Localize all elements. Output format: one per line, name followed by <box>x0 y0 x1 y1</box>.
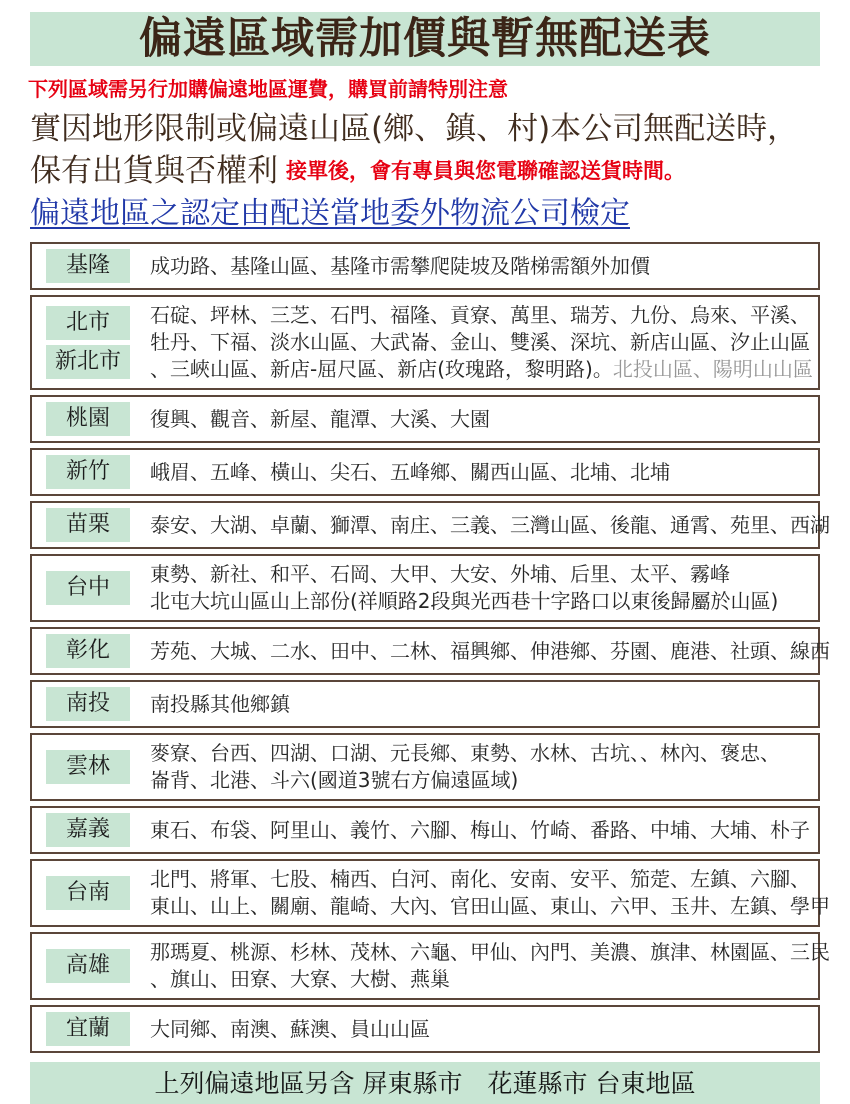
region-label: 台南 <box>46 876 130 910</box>
row-label-group <box>46 687 130 721</box>
region-label: 高雄 <box>46 949 130 983</box>
row-label-group <box>46 634 130 668</box>
table-row <box>30 932 830 1000</box>
row-content <box>150 406 810 433</box>
red-warning-line: 下列區域需另行加購偏遠地區運費，購買前請特別注意 <box>28 77 508 101</box>
row-content <box>150 866 830 920</box>
row-text: 北屯大坑山區山上部份(祥順路2段與光西巷十字路口以東後歸屬於山區) <box>150 589 779 613</box>
table-row <box>30 733 820 801</box>
row-text: 南投縣其他鄉鎮 <box>150 691 290 716</box>
row-line <box>150 638 830 665</box>
row-text: 峨眉、五峰、橫山、尖石、五峰鄉、關西山區、北埔、北埔 <box>150 459 670 484</box>
row-content <box>150 459 810 486</box>
table-row <box>30 554 820 622</box>
table-row <box>30 859 830 927</box>
region-label: 桃園 <box>46 402 130 436</box>
row-label-group <box>46 876 130 910</box>
row-label-group <box>46 949 130 983</box>
footer-text: 上列偏遠地區另含 屏東縣市 花蓮縣市 台東地區 <box>154 1068 696 1098</box>
row-line <box>150 740 810 767</box>
main-notice-line2 <box>30 150 850 192</box>
row-line <box>150 588 810 615</box>
row-text: 芳苑、大城、二水、田中、二林、福興鄉、伸港鄉、芬園、鹿港、社頭、線西 <box>150 638 830 663</box>
row-line <box>150 512 830 539</box>
row-line <box>150 329 813 356</box>
row-text-muted: 北投山區、陽明山山區 <box>612 357 813 381</box>
row-text: 大同鄉、南澳、蘇澳、員山山區 <box>150 1016 430 1041</box>
region-label: 嘉義 <box>46 813 130 847</box>
row-text: 泰安、大湖、卓蘭、獅潭、南庄、三義、三灣山區、後龍、通霄、苑里、西湖 <box>150 512 830 537</box>
row-line <box>150 356 813 383</box>
region-label: 台中 <box>46 571 130 605</box>
row-line <box>150 561 810 588</box>
region-table <box>30 242 830 1053</box>
row-label-group <box>46 813 130 847</box>
row-content <box>150 302 813 383</box>
table-row <box>30 395 820 443</box>
region-label: 北市 <box>46 306 130 340</box>
row-content <box>150 638 830 665</box>
row-line <box>150 939 830 966</box>
table-row <box>30 448 820 496</box>
row-content <box>150 561 810 615</box>
row-line <box>150 817 810 844</box>
row-label-group <box>46 750 130 784</box>
row-text: 石碇、坪林、三芝、石門、福隆、貢寮、萬里、瑞芳、九份、烏來、平溪、 <box>150 303 810 327</box>
region-label: 苗栗 <box>46 508 130 542</box>
region-label: 宜蘭 <box>46 1012 130 1046</box>
row-line <box>150 406 810 433</box>
page-title: 偏遠區域需加價與暫無配送表 <box>139 13 711 64</box>
title-banner <box>30 12 820 66</box>
region-label: 新北市 <box>46 345 130 379</box>
row-content <box>150 1016 810 1043</box>
row-label-group <box>46 455 130 489</box>
row-content <box>150 939 830 993</box>
row-label-group <box>46 306 130 379</box>
row-content <box>150 691 810 718</box>
row-line <box>150 253 810 280</box>
main-notice-line2-text: 保有出貨與否權利 <box>30 153 278 189</box>
row-text: 那瑪夏、桃源、杉林、茂林、六龜、甲仙、內門、美濃、旗津、林園區、三民 <box>150 940 830 964</box>
red-inline-note: 接單後，會有專員與您電聯確認送貨時間。 <box>286 159 685 183</box>
main-notice-block <box>30 108 850 192</box>
blue-definition-line: 偏遠地區之認定由配送當地委外物流公司檢定 <box>30 196 630 231</box>
table-row <box>30 627 830 675</box>
row-label-group <box>46 1012 130 1046</box>
row-line <box>150 302 813 329</box>
row-label-group <box>46 571 130 605</box>
row-line <box>150 866 830 893</box>
table-row <box>30 295 820 390</box>
row-label-group <box>46 402 130 436</box>
row-text: 東山、山上、關廟、龍崎、大內、官田山區、東山、六甲、玉井、左鎮、學甲 <box>150 894 830 918</box>
row-content <box>150 512 830 539</box>
row-content <box>150 740 810 794</box>
row-text: 東勢、新社、和平、石岡、大甲、大安、外埔、后里、太平、霧峰 <box>150 562 730 586</box>
row-line <box>150 459 810 486</box>
row-text: 東石、布袋、阿里山、義竹、六腳、梅山、竹崎、番路、中埔、大埔、朴子 <box>150 817 810 842</box>
row-text: 復興、觀音、新屋、龍潭、大溪、大園 <box>150 406 490 431</box>
region-label: 雲林 <box>46 750 130 784</box>
region-label: 新竹 <box>46 455 130 489</box>
row-text: 牡丹、下福、淡水山區、大武崙、金山、雙溪、深坑、新店山區、汐止山區 <box>150 330 810 354</box>
main-notice-line1: 實因地形限制或偏遠山區(鄉、鎮、村)本公司無配送時， <box>30 111 799 147</box>
table-row <box>30 242 820 290</box>
row-text: 、三峽山區、新店-屈尺區、新店(玫瑰路，黎明路)。 <box>150 357 613 381</box>
row-text: 崙背、北港、斗六(國道3號右方偏遠區域) <box>150 768 519 792</box>
region-label: 基隆 <box>46 249 130 283</box>
row-text: 北門、將軍、七股、楠西、白河、南化、安南、安平、笳萣、左鎮、六腳、 <box>150 867 810 891</box>
table-row <box>30 680 820 728</box>
row-text: 成功路、基隆山區、基隆市需攀爬陡坡及階梯需額外加價 <box>150 253 650 278</box>
table-row <box>30 1005 820 1053</box>
row-line <box>150 1016 810 1043</box>
row-line <box>150 966 830 993</box>
table-row <box>30 806 820 854</box>
footer-banner <box>30 1062 820 1104</box>
row-content <box>150 817 810 844</box>
row-label-group <box>46 508 130 542</box>
row-text: 麥寮、台西、四湖、口湖、元長鄉、東勢、水林、古坑、、林內、褒忠、 <box>150 741 780 765</box>
row-line <box>150 893 830 920</box>
region-label: 南投 <box>46 687 130 721</box>
row-line <box>150 767 810 794</box>
row-label-group <box>46 249 130 283</box>
row-content <box>150 253 810 280</box>
row-line <box>150 691 810 718</box>
region-label: 彰化 <box>46 634 130 668</box>
table-row <box>30 501 830 549</box>
remote-area-surcharge-notice <box>0 12 850 1098</box>
row-text: 、旗山、田寮、大寮、大樹、燕巢 <box>150 967 450 991</box>
